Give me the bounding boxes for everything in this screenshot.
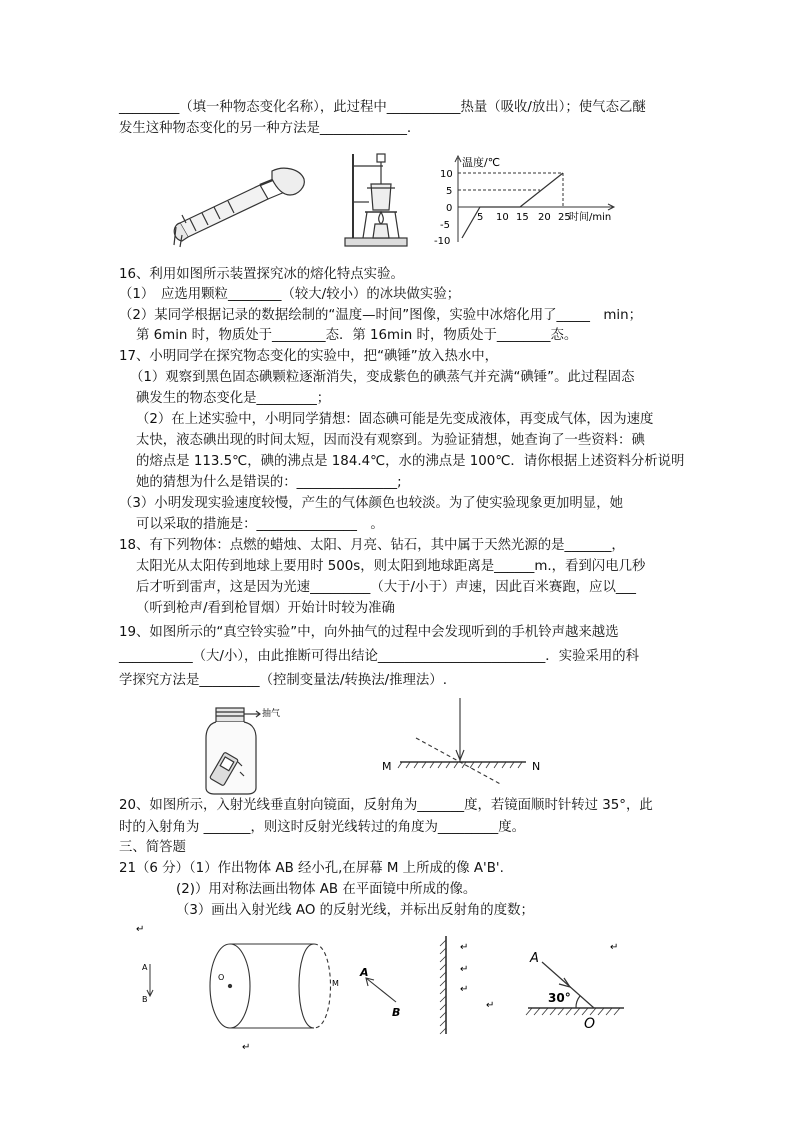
text-line: 碘发生的物态变化是_________； [136, 391, 331, 406]
y-axis-label: 温度/℃ [462, 156, 501, 169]
mirror-label-m: M [382, 760, 392, 773]
text-line: （听到枪声/看到枪冒烟）开始计时较为准确 [136, 601, 395, 616]
vacuum-pump-label: 抽气 [262, 709, 281, 719]
y-tick-label: 5 [446, 186, 453, 197]
text-line: 太阳光从太阳传到地球上要用时 500s，则太阳到地球距离是______m.，看到闪电几秒 [136, 559, 646, 574]
question-16: 16、利用如图所示装置探究冰的熔化特点实验。 [119, 267, 404, 282]
mirror-reflection-figure [378, 694, 548, 784]
question-17: 17、小明同学在探究物态变化的实验中，把“碘锤”放入热水中， [119, 349, 499, 364]
x-tick-label: 5 [477, 212, 484, 223]
edit-mark: ↵ [460, 964, 469, 975]
text-line: （2）某同学根据记录的数据绘制的“温度—时间”图像，实验中冰熔化用了_____ min； [119, 308, 643, 323]
object-label-b: B [142, 995, 148, 1004]
text-line: （2）在上述实验中，小明同学猜想：固态碘可能是先变成液体，再变成气体，因为速度 [136, 412, 654, 427]
edit-mark: ↵ [460, 942, 469, 953]
text-line: ___________（大/小），由此推断可得出结论_________________________．实验采用的科 [119, 649, 640, 664]
text-line: 太快，液态碘出现的时间太短，因而没有观察到。为验证猜想，她查询了一些资料：碘 [136, 433, 645, 448]
angle-label: 30° [548, 991, 571, 1005]
edit-mark: ↵ [486, 1000, 495, 1011]
y-tick-label: -10 [434, 236, 451, 247]
syringe-figure [172, 165, 312, 250]
text-line: （1）观察到黑色固态碘颗粒逐渐消失，变成紫色的碘蒸气并充满“碘锤”。此过程固态 [130, 370, 635, 385]
temperature-time-graph [418, 150, 628, 250]
question-21-figures [110, 922, 630, 1056]
x-tick-label: 15 [516, 212, 529, 223]
text-line: （3）画出入射光线 AO 的反射光线，并标出反射角的度数； [176, 903, 534, 918]
melting-apparatus-figure [343, 150, 409, 248]
x-tick-label: 25 [558, 212, 571, 223]
arrow-label-a: A [360, 966, 369, 979]
text-line: _________（填一种物态变化名称），此过程中___________热量（吸收/放出）；使气态乙醚 [119, 100, 646, 115]
edit-mark: ↵ [460, 984, 469, 995]
ray-label-o: O [584, 1016, 596, 1032]
screen-label-m: M [332, 979, 339, 988]
y-tick-label: 10 [440, 169, 453, 180]
question-18: 18、有下列物体：点燃的蜡烛、太阳、月亮、钻石，其中属于天然光源的是_______， [119, 538, 625, 553]
temperature-curve [462, 173, 563, 238]
text-line: 后才听到雷声，这是因为光速_________（大于/小于）声速，因此百米赛跑，应以___ [136, 580, 636, 595]
ray-label-a: A [530, 951, 539, 966]
mirror-label-n: N [532, 760, 541, 773]
x-tick-label: 20 [538, 212, 551, 223]
y-tick-label: 0 [446, 203, 453, 214]
text-line: （1） 应选用颗粒________（较大/较小）的冰块做实验； [119, 287, 461, 302]
edit-mark: ↵ [610, 942, 619, 953]
vacuum-bell-figure [202, 702, 292, 796]
question-21: 21（6 分）（1）作出物体 AB 经小孔,在屏幕 M 上所成的像 A'B'. [119, 861, 504, 876]
pinhole-label-o: O [218, 973, 225, 982]
x-tick-label: 10 [496, 212, 509, 223]
text-line: 她的猜想为什么是错误的：_______________; [136, 475, 402, 490]
text-line: 可以采取的措施是：_______________ 。 [136, 517, 384, 532]
text-line: 时的入射角为 _______，则这时反射光线转过的角度为_________度。 [119, 820, 525, 835]
text-line: 第 6min 时，物质处于________态．第 16min 时，物质处于________态。 [136, 328, 578, 343]
text-line: 学探究方法是_________（控制变量法/转换法/推理法）. [119, 673, 447, 688]
y-tick-label: -5 [440, 220, 450, 231]
text-line: (2)）用对称法画出物体 AB 在平面镜中所成的像。 [176, 882, 477, 897]
question-19: 19、如图所示的“真空铃实验”中，向外抽气的过程中会发现听到的手机铃声越来越选 [119, 625, 619, 640]
question-20: 20、如图所示，入射光线垂直射向镜面，反射角为_______度，若镜面顺时针转过 35°，此 [119, 798, 653, 813]
text-line: 发生这种物态变化的另一种方法是_____________. [119, 121, 412, 136]
edit-mark: ↵ [136, 924, 145, 935]
edit-mark: ↵ [242, 1042, 251, 1053]
text-line: 的熔点是 113.5℃，碘的沸点是 184.4℃，水的沸点是 100℃．请你根据上述资料分析说明 [136, 454, 685, 469]
object-label-a: A [142, 963, 148, 972]
arrow-label-b: B [392, 1006, 401, 1019]
section-heading: 三、简答题 [119, 840, 186, 855]
x-axis-label: 时间/min [569, 212, 612, 223]
text-line: （3）小明发现实验速度较慢，产生的气体颜色也较淡。为了使实验现象更加明显，她 [119, 496, 623, 511]
